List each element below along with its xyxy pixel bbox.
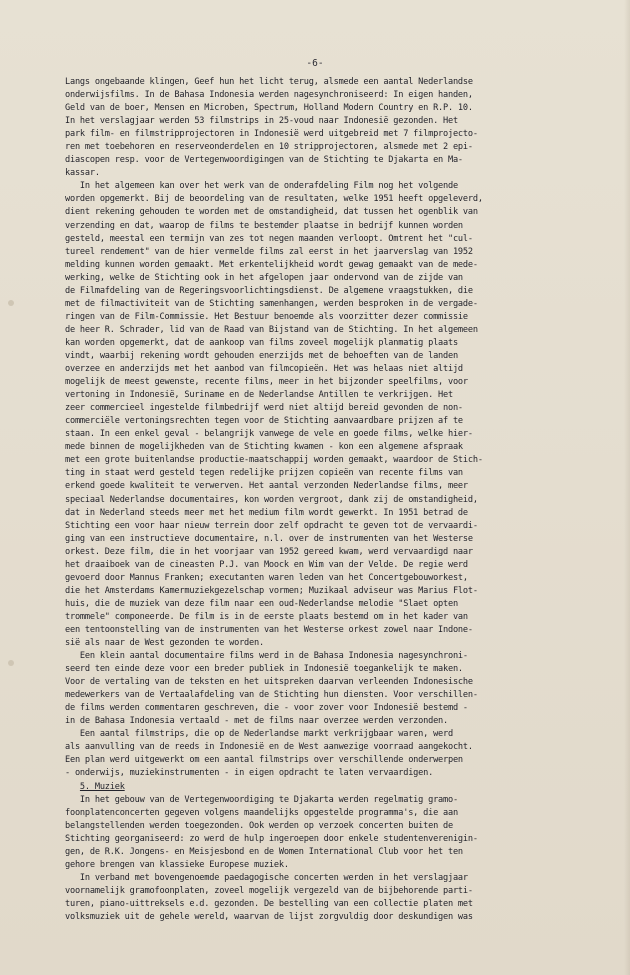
- punch-hole-mark: [8, 300, 14, 306]
- text-line: verzending en dat, waarop de films te bestemder plaatse in bedrijf kunnen worden: [65, 220, 463, 231]
- text-line: staan. In een enkel geval - belangrijk vanwege de vele en goede films, welke hier-: [65, 429, 473, 440]
- text-line: commerciële vertoningsrechten tegen voor de Stichting aanvaardbare prijzen af te: [65, 416, 463, 427]
- text-line: dient rekening gehouden te worden met de omstandigheid, dat tussen het ogenblik van: [65, 207, 478, 218]
- text-line: ging van een instructieve documentaire, n.l. over de instrumenten van het Westerse: [65, 533, 473, 544]
- text-line: In het verslagjaar werden 53 filmstrips in 25-voud naar Indonesië gezonden. Het: [65, 116, 458, 127]
- text-line: als aanvulling van de reeds in Indonesië en de West aanwezige voorraad aangekocht.: [65, 742, 473, 753]
- text-line: gehore brengen van klassieke Europese muziek.: [65, 859, 289, 870]
- text-line: Stichting een voor haar nieuw terrein door zelf opdracht te geven tot de vervaardi-: [65, 520, 478, 531]
- text-line: vindt, waarbij rekening wordt gehouden enerzijds met de behoeften van de landen: [65, 350, 458, 361]
- text-line: een tentoonstelling van de instrumenten van het Westerse orkest zowel naar Indone-: [65, 624, 473, 635]
- text-line: melding kunnen worden gemaakt. Met erkentelijkheid wordt gewag gemaakt van de mede-: [65, 259, 478, 270]
- text-line: worden opgemerkt. Bij de beoordeling van de resultaten, welke 1951 heeft opgeleverd,: [65, 194, 483, 205]
- text-line: met de filmactiviteit van de Stichting samenhangen, werden besproken in de vergade-: [65, 298, 478, 309]
- text-line: ting in staat werd gesteld tegen redelijke prijzen copieën van recente films van: [65, 468, 463, 479]
- text-line: turen, piano-uittreksels e.d. gezonden. De bestelling van een collectie platen met: [65, 898, 473, 909]
- text-line: belangstellenden werden toegezonden. Ook werden op verzoek concerten buiten de: [65, 820, 453, 831]
- text-line: In verband met bovengenoemde paedagogische concerten werden in het verslagjaar: [65, 872, 468, 883]
- text-line: voornamelijk gramofoonplaten, zoveel mogelijk vergezeld van de bijbehorende parti-: [65, 885, 473, 896]
- text-line: gesteld, meestal een termijn van zes tot negen maanden verloopt. Omtrent het "cul-: [65, 233, 473, 244]
- text-line: werking, welke de Stichting ook in het afgelopen jaar ondervond van de zijde van: [65, 272, 463, 283]
- text-line: mogelijk de meest gewenste, recente films, meer in het bijzonder speelfilms, voor: [65, 377, 468, 388]
- text-line: Voor de vertaling van de teksten en het uitspreken daarvan verleenden Indonesische: [65, 677, 473, 688]
- text-line: ren met toebehoren en reserveonderdelen en 10 stripprojectoren, alsmede met 2 epi-: [65, 142, 473, 153]
- typewritten-body: [65, 76, 587, 924]
- text-line: Een aantal filmstrips, die op de Nederlandse markt verkrijgbaar waren, werd: [65, 729, 453, 740]
- text-line: overzee en anderzijds met het aanbod van filmcopieën. Het was helaas niet altijd: [65, 364, 463, 375]
- text-line: orkest. Deze film, die in het voorjaar van 1952 gereed kwam, werd vervaardigd naar: [65, 546, 473, 557]
- text-line: park film- en filmstripprojectoren in Indonesië werd uitgebreid met 7 filmprojecto-: [65, 129, 478, 140]
- text-line: zeer commercieel ingestelde filmbedrijf werd niet altijd bereid gevonden de non-: [65, 403, 463, 414]
- text-line: volksmuziek uit de gehele wereld, waarvan de lijst zorgvuldig door deskundigen was: [65, 912, 473, 922]
- text-line: Een klein aantal documentaire films werd in de Bahasa Indonesia nagesynchroni-: [65, 651, 468, 662]
- text-line: trommele" componeerde. De film is in de eerste plaats bestemd om in het kader van: [65, 611, 468, 622]
- text-line: onderwijsfilms. In de Bahasa Indonesia werden nagesynchroniseerd: In eigen handen,: [65, 90, 473, 101]
- text-line: in de Bahasa Indonesia vertaald - met de films naar overzee werden verzonden.: [65, 716, 448, 727]
- paper-edge-shadow: [624, 0, 630, 975]
- text-line: die het Amsterdams Kamermuziekgezelschap vormen; Muzikaal adviseur was Marius Flot-: [65, 585, 478, 596]
- text-line: ringen van de Film-Commissie. Het Bestuur benoemde als voorzitter dezer commissie: [65, 311, 468, 322]
- text-line: gen, de R.K. Jongens- en Meisjesbond en de Women International Club voor het ten: [65, 846, 463, 857]
- text-line: kan worden opgemerkt, dat de aankoop van films zoveel mogelijk planmatig plaats: [65, 337, 458, 348]
- text-line: de heer R. Schrader, lid van de Raad van Bijstand van de Stichting. In het algemeen: [65, 324, 478, 335]
- text-line: Geld van de boer, Mensen en Microben, Spectrum, Holland Modern Country en R.P. 10.: [65, 103, 473, 114]
- text-line: erkend goede kwaliteit te verwerven. Het aantal verzonden Nederlandse films, meer: [65, 481, 468, 492]
- text-line: het draaiboek van de cineasten P.J. van Moock en Wim van der Velde. De regie werd: [65, 559, 468, 570]
- section-heading: [65, 781, 587, 794]
- text-line: In het gebouw van de Vertegenwoordiging te Djakarta werden regelmatig gramo-: [65, 794, 458, 805]
- page-number: -6-: [306, 58, 324, 69]
- text-line: met een grote buitenlandse productie-maatschappij worden gemaakt, waardoor de Stich-: [65, 455, 483, 466]
- text-line: huis, die de muziek van deze film naar een oud-Nederlandse melodie "Slaet opten: [65, 598, 458, 609]
- text-line: sië als naar de West gezonden te worden.: [65, 638, 264, 649]
- text-line: Stichting georganiseerd: zo werd de hulp ingeroepen door enkele studentenverenigin-: [65, 833, 478, 844]
- punch-hole-mark: [8, 660, 14, 666]
- text-line: de Filmafdeling van de Regeringsvoorlichtingsdienst. De algemene vraagstukken, die: [65, 285, 473, 296]
- text-line: - onderwijs, muziekinstrumenten - in eigen opdracht te laten vervaardigen.: [65, 768, 434, 779]
- text-line: diascopen resp. voor de Vertegenwoordigingen van de Stichting te Djakarta en Ma-: [65, 155, 463, 166]
- text-line: vertoning in Indonesië, Suriname en de Nederlandse Antillen te verkrijgen. Het: [65, 390, 453, 401]
- text-line: tureel rendement" van de hier vermelde films zal eerst in het jaarverslag van 1952: [65, 246, 473, 257]
- text-line: mede binnen de mogelijkheden van de Stichting kwamen - kon een algemene afspraak: [65, 442, 463, 453]
- text-line: Langs ongebaande klingen, Geef hun het licht terug, alsmede een aantal Nederlandse: [65, 77, 473, 87]
- text-line: kassar.: [65, 168, 100, 179]
- text-line: In het algemeen kan over het werk van de onderafdeling Film nog het volgende: [65, 181, 458, 192]
- text-line: speciaal Nederlandse documentaires, kon worden vergroot, dank zij de omstandigheid,: [65, 494, 478, 505]
- text-line: seerd ten einde deze voor een breder publiek in Indonesië toegankelijk te maken.: [65, 664, 463, 675]
- text-line: Een plan werd uitgewerkt om een aantal filmstrips over verschillende onderwerpen: [65, 755, 463, 766]
- text-line: de films werden commentaren geschreven, die - voor zover voor Indonesië bestemd -: [65, 703, 468, 714]
- text-line: medewerkers van de Vertaalafdeling van de Stichting hun diensten. Voor verschillen-: [65, 690, 478, 701]
- text-line: dat in Nederland steeds meer met het medium film wordt gewerkt. In 1951 betrad de: [65, 507, 468, 518]
- section-heading-text: 5. Muziek: [79, 781, 125, 792]
- text-line: gevoerd door Mannus Franken; executanten waren leden van het Concertgebouworkest,: [65, 572, 468, 583]
- text-line: foonplatenconcerten gegeven volgens maandelijks opgestelde programma's, die aan: [65, 807, 458, 818]
